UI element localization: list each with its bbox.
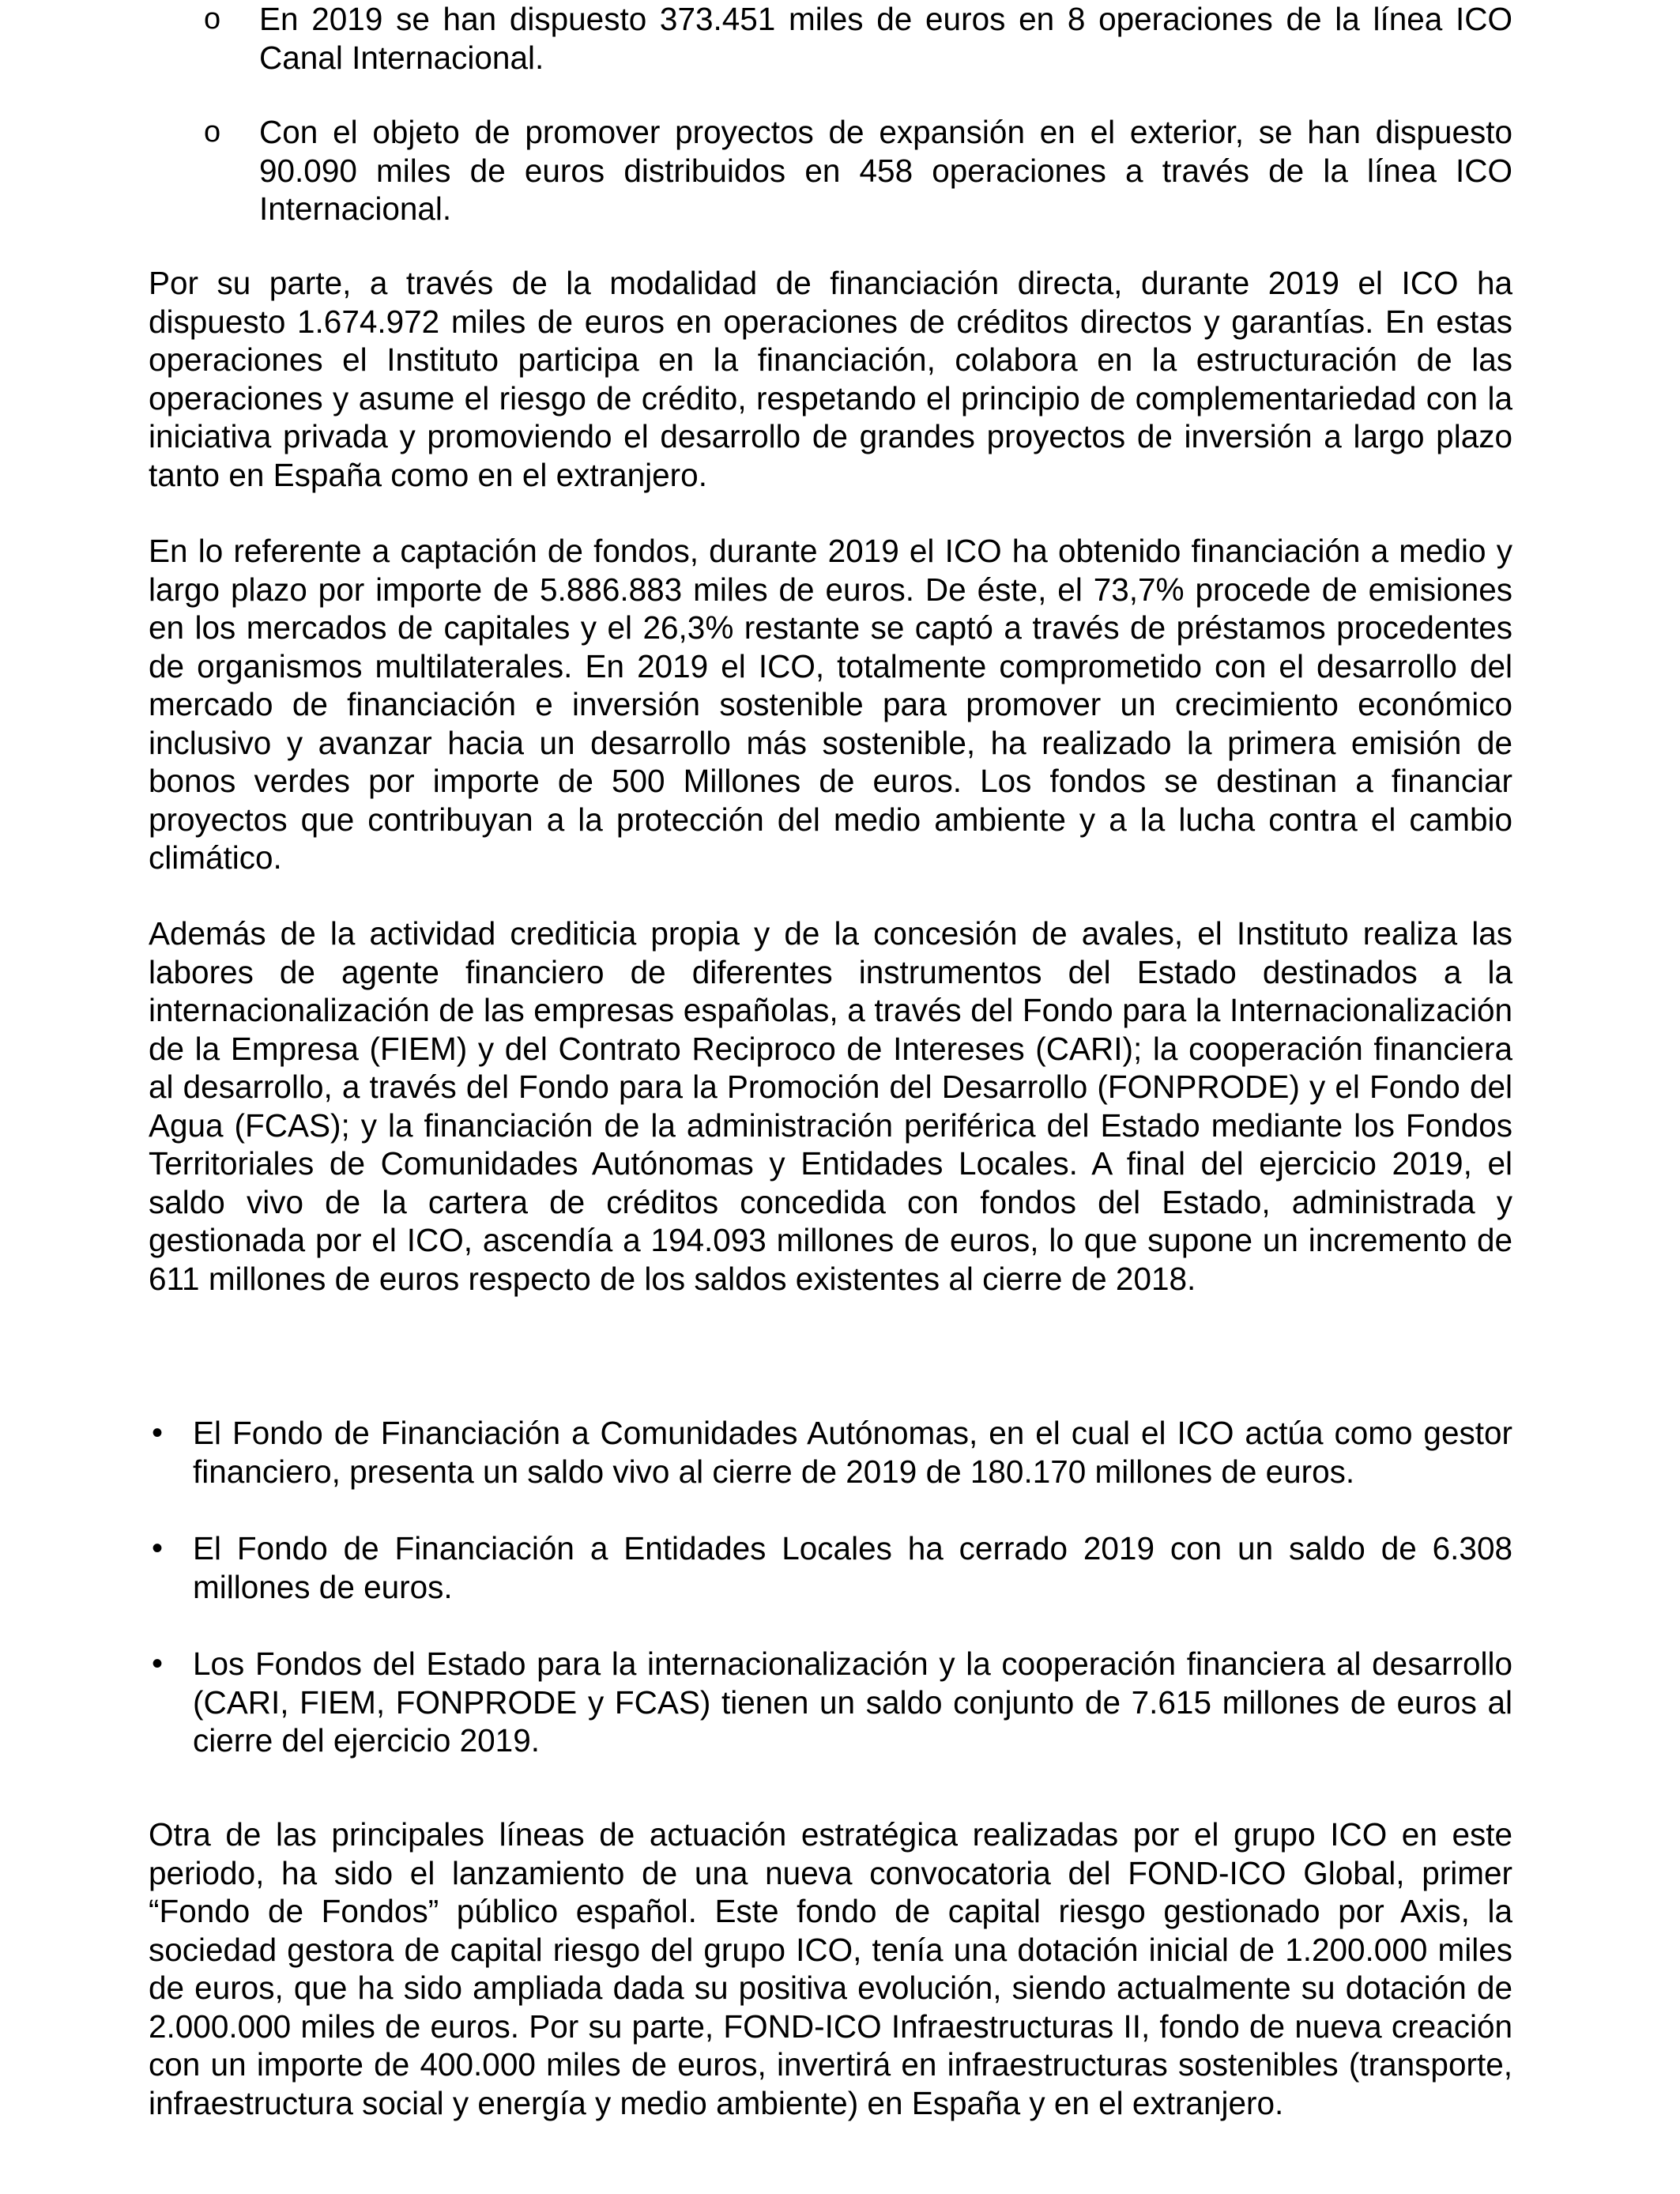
sub-list-text: En 2019 se han dispuesto 373.451 miles de euros en 8 operaciones de la línea ICO Canal Internacional. [259, 1, 1512, 76]
bullet-text: El Fondo de Financiación a Entidades Locales ha cerrado 2019 con un saldo de 6.308 millones de euros. [193, 1530, 1512, 1605]
paragraph-financial-agent: Además de la actividad crediticia propia y de la concesión de avales, el Instituto realiza las labores de agente financiero de diferentes instrumentos del Estado destinados a la internacionalización de las empresas españolas, a través del Fondo para la Internacionalización de la Empresa (FIEM) y del Contrato Reciproco de Intereses (CARI); la cooperación financiera al desarrollo, a través del Fondo para la Promoción del Desarrollo (FONPRODE) y el Fondo del Agua (FCAS); y la financiación de la administración periférica del Estado mediante los Fondos Territoriales de Comunidades Autónomas y Entidades Locales. A final del ejercicio 2019, el saldo vivo de la cartera de créditos concedida con fondos del Estado, administrada y gestionada por el ICO, ascendía a 194.093 millones de euros, lo que supone un incremento de 611 millones de euros respecto de los saldos existentes al cierre de 2018. [149, 915, 1512, 1297]
paragraph-fundraising: En lo referente a captación de fondos, durante 2019 el ICO ha obtenido financiación a medio y largo plazo por importe de 5.886.883 miles de euros. De éste, el 73,7% procede de emisiones en los mercados de capitales y el 26,3% restante se captó a través de préstamos procedentes de organismos multilaterales. En 2019 el ICO, totalmente comprometido con el desarrollo del mercado de financiación e inversión sostenible para promover un crecimiento económico inclusivo y avanzar hacia un desarrollo más sostenible, ha realizado la primera emisión de bonos verdes por importe de 500 Millones de euros. Los fondos se destinan a financiar proyectos que contribuyan a la protección del medio ambiente y a la lucha contra el cambio climático. [149, 533, 1512, 876]
paragraph-direct-financing: Por su parte, a través de la modalidad de financiación directa, durante 2019 el ICO ha dispuesto 1.674.972 miles de euros en operaciones de créditos directos y garantías. En estas operaciones el Instituto participa en la financiación, colabora en la estructuración de las operaciones y asume el riesgo de crédito, respetando el principio de complementariedad con la iniciativa privada y promoviendo el desarrollo de grandes proyectos de inversión a largo plazo tanto en España como en el extranjero. [149, 265, 1512, 493]
bullet-marker: • [152, 1416, 164, 1450]
bullet-marker: • [152, 1531, 164, 1566]
sub-list-text: Con el objeto de promover proyectos de expansión en el exterior, se han dispuesto 90.090 miles de euros distribuidos en 458 operaciones a través de la línea ICO Internacional. [259, 114, 1512, 227]
bullet-text: Los Fondos del Estado para la internacionalización y la cooperación financiera al desarrollo (CARI, FIEM, FONPRODE y FCAS) tienen un saldo conjunto de 7.615 millones de euros al cierre del ejercicio 2019. [193, 1646, 1512, 1759]
sub-list-marker: o [204, 2, 221, 36]
paragraph-fond-ico: Otra de las principales líneas de actuación estratégica realizadas por el grupo ICO en este periodo, ha sido el lanzamiento de una nueva convocatoria del FOND-ICO Global, primer “Fondo de Fondos” público español. Este fondo de capital riesgo gestionado por Axis, la sociedad gestora de capital riesgo del grupo ICO, tenía una dotación inicial de 1.200.000 miles de euros, que ha sido ampliada dada su positiva evolución, siendo actualmente su dotación de 2.000.000 miles de euros. Por su parte, FOND-ICO Infraestructuras II, fondo de nueva creación con un importe de 400.000 miles de euros, invertirá en infraestructuras sostenibles (transporte, infraestructura social y energía y medio ambiente) en España y en el extranjero. [149, 1816, 1512, 2121]
bullet-marker: • [152, 1646, 164, 1681]
bullet-text: El Fondo de Financiación a Comunidades Autónomas, en el cual el ICO actúa como gestor financiero, presenta un saldo vivo al cierre de 2019 de 180.170 millones de euros. [193, 1415, 1512, 1490]
sub-list-marker: o [204, 115, 221, 149]
